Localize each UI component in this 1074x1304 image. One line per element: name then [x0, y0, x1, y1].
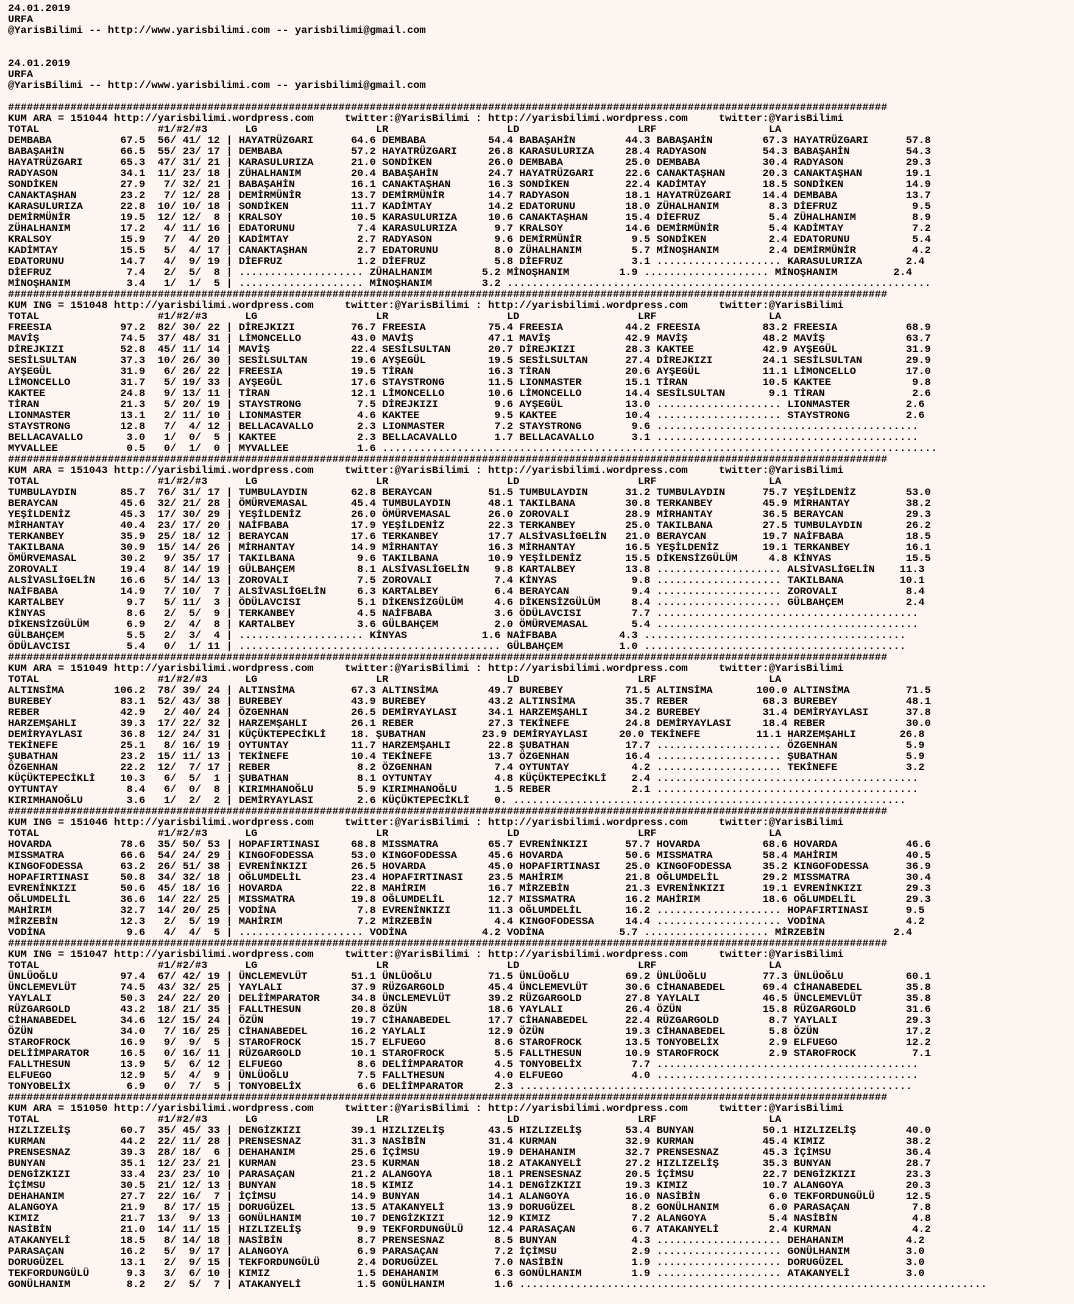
text-line: CANAKTAŞHAN 23.2 7/ 12/ 28 | DEMİRMÜNİR 13.7 DEMİRMÜNİR 14.7 RADYASON 18.1 HAYATRÜZGARI 14.4 DEMBABA 13.7 [8, 190, 931, 202]
text-line: REBER 42.9 2/ 40/ 24 | ÖZGENHAN 26.5 DEMİRYAYLASI 34.1 HARZEMŞAHLI 34.2 BUREBEY 31.4 DEMİRYAYLASI 37.8 [8, 707, 931, 719]
text-line: ATAKANYELİ 18.5 8/ 14/ 18 | NASİBİN 8.7 PRENSESNAZ 8.5 BUNYAN 4.3 .................... DEHAHANIM 4.2 [8, 1235, 925, 1247]
text-line: TEKFORDUNGÜLÜ 9.3 3/ 6/ 10 | KIMIZ 1.5 DEHAHANIM 6.3 GONÜLHANIM 1.9 .................... ATAKANYELİ 3.0 [8, 1268, 925, 1280]
text-line: ZÜHALHANIM 17.2 4/ 11/ 16 | EDATORUNU 7.4 KARASULURIZA 9.7 KRALSOY 14.6 DEMİRMÜNİR 5.4 KADİMTAY 7.2 [8, 223, 931, 235]
text-line: KARTALBEY 9.7 5/ 11/ 3 | ÖDÜLAVCISI 5.1 DİKENSİZGÜLÜM 4.6 DİKENSİZGÜLÜM 8.4 .................... GÜLBAHÇEM 2.4 [8, 597, 925, 609]
text-line: HIZLIZELİŞ 60.7 35/ 45/ 33 | DENGİZKIZI 39.1 HIZLIZELİŞ 43.5 HIZLIZELİŞ 53.4 BUNYAN 50.1 HIZLIZELİŞ 40.0 [8, 1125, 931, 1137]
text-line: ############################################################################################################################################# [8, 806, 888, 818]
text-line: KURMAN 44.2 22/ 11/ 28 | PRENSESNAZ 31.3 NASİBİN 31.4 KURMAN 32.9 KURMAN 45.4 KIMIZ 38.2 [8, 1136, 931, 1148]
text-line: BABAŞAHİN 66.5 55/ 23/ 17 | DEMBABA 57.2 HAYATRÜZGARI 26.8 KARASULURIZA 28.4 RADYASON 54.3 BABAŞAHİN 54.3 [8, 146, 931, 158]
text-line: ############################################################################################################################################# [8, 938, 888, 950]
text-line: EDATORUNU 14.7 4/ 9/ 19 | DİEFRUZ 1.2 DİEFRUZ 5.8 DİEFRUZ 3.1 .................... KARASULURIZA 2.4 [8, 256, 925, 268]
text-line: HAYATRÜZGARI 65.3 47/ 31/ 21 | KARASULURIZA 21.0 SONDİKEN 26.0 DEMBABA 25.0 DEMBABA 30.4 RADYASON 29.3 [8, 157, 931, 169]
text-line: ELFUEGO 12.9 5/ 4/ 9 | ÜNLÜOĞLU 7.5 FALLTHESUN 4.0 ELFUEGO 4.0 .......................................... [8, 1070, 919, 1082]
text-line: TONYOBELİX 6.9 0/ 7/ 5 | TONYOBELİX 6.6 DELİİMPARATOR 2.3 ............................................................... [8, 1081, 913, 1093]
text-line: DEHAHANIM 27.7 22/ 16/ 7 | İÇİMSU 14.9 BUNYAN 14.1 ALANGOYA 16.0 NASİBİN 6.0 TEKFORDUNGÜLÜ 12.5 [8, 1191, 931, 1203]
text-line: HOVARDA 78.6 35/ 50/ 53 | HOPAFIRTINASI 68.8 MISSMATRA 65.7 EVRENİNKIZI 57.7 HOVARDA 68.6 HOVARDA 46.6 [8, 839, 931, 851]
text-line: TOTAL #1/#2/#3 LG LR LD LRF LA [8, 124, 782, 136]
text-line: TİRAN 21.3 5/ 20/ 19 | STAYSTRONG 7.5 DİREJKIZI 9.6 AYŞEGÜL 13.0 .................... LIONMASTER 2.6 [8, 399, 925, 411]
text-line: DENGİZKIZI 33.4 23/ 23/ 10 | PARASAÇAN 21.2 ALANGOYA 18.1 PRENSESNAZ 20.5 İÇİMSU 22.7 DENGİZKIZI 23.3 [8, 1169, 931, 1181]
text-line: OYTUNTAY 8.4 6/ 0/ 8 | KIRIMHANOĞLU 5.9 KIRIMHANOĞLU 1.5 REBER 2.1 .......................................... [8, 784, 919, 796]
text-line: BUNYAN 35.1 12/ 23/ 21 | KURMAN 23.5 KURMAN 18.2 ATAKANYELİ 27.2 HIZLIZELİŞ 35.3 BUNYAN 28.7 [8, 1158, 931, 1170]
text-line: DİEFRUZ 7.4 2/ 5/ 8 | .................... ZÜHALHANIM 5.2 MİNOŞHANIM 1.9 .................... MİNOŞHANIM 2.4 [8, 267, 913, 279]
text-line: ÜNLÜOĞLU 97.4 67/ 42/ 19 | ÜNCLEMEVLÜT 51.1 ÜNLÜOĞLU 71.5 ÜNLÜOĞLU 69.2 ÜNLÜOĞLU 77.3 ÜNLÜOĞLU 60.1 [8, 971, 931, 983]
text-line: MAVİŞ 74.5 37/ 48/ 31 | LİMONCELLO 43.0 MAVİŞ 47.1 MAVİŞ 42.9 MAVİŞ 48.2 MAVİŞ 63.7 [8, 333, 931, 345]
text-line: TOTAL #1/#2/#3 LG LR LD LRF LA [8, 828, 782, 840]
text-line: SESİLSULTAN 37.3 10/ 26/ 30 | SESİLSULTAN 19.6 AYŞEGÜL 19.5 SESİLSULTAN 27.4 DİREJKIZI 24.1 SESİLSULTAN 29.9 [8, 355, 931, 367]
text-line: ############################################################################################################################################# [8, 1092, 888, 1104]
text-line: DORUGÜZEL 13.1 2/ 9/ 15 | TEKFORDUNGÜLÜ 2.4 DORUGÜZEL 7.0 NASİBİN 1.9 .................... DORUGÜZEL 3.0 [8, 1257, 925, 1269]
text-line: MİRHANTAY 40.4 23/ 17/ 20 | NAİFBABA 17.9 YEŞİLDENİZ 22.3 TERKANBEY 25.0 TAKILBANA 27.5 TUMBULAYDIN 26.2 [8, 520, 931, 532]
text-line: @YarisBilimi -- http://www.yarisbilimi.com -- yarisbilimi@gmail.com [8, 25, 426, 37]
text-line: KUM ARA = 151049 http://yarisbilimi.wordpress.com twitter:@YarisBilimi : http://yarisbilimi.wordpress.com twitter:@YarisBilimi [8, 663, 844, 675]
report-text [8, 4, 1072, 1291]
document-page [8, 4, 1072, 1302]
text-line: VODİNA 9.6 4/ 4/ 5 | .................... VODİNA 4.2 VODİNA 5.7 .................... MİRZEBİN 2.4 [8, 927, 913, 939]
text-line: ALANGOYA 21.9 8/ 17/ 15 | DORUGÜZEL 13.5 ATAKANYELİ 13.9 DORUGÜZEL 8.2 GONÜLHANIM 6.0 PARASAÇAN 7.8 [8, 1202, 931, 1214]
text-line: MİRZEBİN 12.3 2/ 5/ 19 | MAHİRIM 7.2 MİRZEBİN 4.4 KINGOFODESSA 14.4 .................... VODİNA 4.2 [8, 916, 925, 928]
text-line: KUM ING = 151047 http://yarisbilimi.wordpress.com twitter:@YarisBilimi : http://yarisbilimi.wordpress.com twitter:@YarisBilimi [8, 949, 844, 961]
text-line: ŞUBATHAN 23.2 15/ 11/ 13 | TEKİNEFE 10.4 TEKİNEFE 13.7 ÖZGENHAN 16.4 .................... ŞUBATHAN 5.9 [8, 751, 925, 763]
text-line: ############################################################################################################################################# [8, 652, 888, 664]
text-line: TOTAL #1/#2/#3 LG LR LD LRF LA [8, 674, 782, 686]
text-line: GÜLBAHÇEM 5.5 2/ 3/ 4 | .................... KİNYAS 1.6 NAİFBABA 4.3 .......................................... [8, 630, 906, 642]
text-line: TOTAL #1/#2/#3 LG LR LD LRF LA [8, 960, 782, 972]
text-line: STAYSTRONG 12.8 7/ 4/ 12 | BELLACAVALLO 2.3 LIONMASTER 7.2 STAYSTRONG 9.6 .......................................... [8, 421, 919, 433]
text-line: TOTAL #1/#2/#3 LG LR LD LRF LA [8, 1114, 782, 1126]
text-line: GONÜLHANIM 8.2 2/ 5/ 7 | ATAKANYELİ 1.5 GONÜLHANIM 1.6 ........................................................................... [8, 1279, 987, 1291]
text-line: DELİİMPARATOR 16.5 0/ 16/ 11 | RÜZGARGOLD 10.1 STAROFROCK 5.5 FALLTHESUN 10.9 STAROFROCK 2.9 STAROFROCK 7.1 [8, 1048, 931, 1060]
text-line: KUM ARA = 151044 http://yarisbilimi.wordpress.com twitter:@YarisBilimi : http://yarisbilimi.wordpress.com twitter:@YarisBilimi [8, 113, 844, 125]
text-line: @YarisBilimi -- http://www.yarisbilimi.com -- yarisbilimi@gmail.com [8, 80, 426, 92]
text-line: DİKENSİZGÜLÜM 6.9 2/ 4/ 8 | KARTALBEY 3.6 GÜLBAHÇEM 2.0 ÖMÜRVEMASAL 5.4 .......................................... [8, 619, 919, 631]
text-line: MYVALLEE 0.5 0/ 1/ 0 | MYVALLEE 1.6 ......................................................................................... [8, 443, 938, 455]
text-line: NASİBİN 21.0 14/ 11/ 15 | HIZLIZELİŞ 9.9 TEKFORDUNGÜLÜ 12.4 PARASAÇAN 6.7 ATAKANYELİ 2.4 KURMAN 4.2 [8, 1224, 931, 1236]
text-line: DİREJKIZI 52.8 45/ 11/ 14 | MAVİŞ 22.4 SESİLSULTAN 20.7 DİREJKIZI 28.3 KAKTEE 42.9 AYŞEGÜL 31.9 [8, 344, 931, 356]
text-line: ALSİVASLİGELİN 16.6 5/ 14/ 13 | ZOROVALI 7.5 ZOROVALI 7.4 KİNYAS 9.8 .................... TAKILBANA 10.1 [8, 575, 925, 587]
text-line: TEKİNEFE 25.1 8/ 16/ 19 | OYTUNTAY 11.7 HARZEMŞAHLI 22.8 ŞUBATHAN 17.7 .................... ÖZGENHAN 5.9 [8, 740, 925, 752]
text-line: TERKANBEY 35.9 25/ 18/ 12 | BERAYCAN 17.6 TERKANBEY 17.7 ALSİVASLİGELİN 21.0 BERAYCAN 19.7 NAİFBABA 18.5 [8, 531, 931, 543]
text-line: HARZEMŞAHLI 39.3 17/ 22/ 32 | HARZEMŞAHLI 26.1 REBER 27.3 TEKİNEFE 24.8 DEMİRYAYLASI 18.4 REBER 30.0 [8, 718, 931, 730]
text-line: BUREBEY 83.1 52/ 43/ 38 | BUREBEY 43.9 BUREBEY 43.2 ALTINSİMA 35.7 REBER 68.3 BUREBEY 48.1 [8, 696, 931, 708]
text-line: CİHANABEDEL 34.6 12/ 15/ 24 | ÖZÜN 19.7 CİHANABEDEL 17.7 CİHANABEDEL 22.4 RÜZGARGOLD 8.7 YAYLALI 29.3 [8, 1015, 931, 1027]
text-line: PARASAÇAN 16.2 5/ 9/ 17 | ALANGOYA 6.9 PARASAÇAN 7.2 İÇİMSU 2.9 .................... GONÜLHANIM 3.0 [8, 1246, 925, 1258]
text-line: BERAYCAN 45.6 32/ 21/ 28 | ÖMÜRVEMASAL 45.4 TUMBULAYDIN 48.1 TAKILBANA 30.8 TERKANBEY 45.9 MİRHANTAY 38.2 [8, 498, 931, 510]
text-line: ÜNCLEMEVLÜT 74.5 43/ 32/ 25 | YAYLALI 37.9 RÜZGARGOLD 45.4 ÜNCLEMEVLÜT 30.6 CİHANABEDEL 69.4 CİHANABEDEL 35.8 [8, 982, 931, 994]
text-line: TOTAL #1/#2/#3 LG LR LD LRF LA [8, 311, 782, 323]
text-line: EVRENİNKIZI 50.6 45/ 18/ 16 | HOVARDA 22.8 MAHİRIM 16.7 MİRZEBİN 21.3 EVRENİNKIZI 19.1 EVRENİNKIZI 29.3 [8, 883, 931, 895]
text-line: KAKTEE 24.8 9/ 13/ 11 | TİRAN 12.1 LİMONCELLO 10.6 LİMONCELLO 14.4 SESİLSULTAN 9.1 TİRAN 2.6 [8, 388, 931, 400]
text-line: AYŞEGÜL 31.9 6/ 26/ 22 | FREESIA 19.5 TİRAN 16.3 TİRAN 20.6 AYŞEGÜL 11.1 LİMONCELLO 17.0 [8, 366, 931, 378]
text-line: KARASULURIZA 22.8 10/ 10/ 18 | SONDİKEN 11.7 KADİMTAY 14.2 EDATORUNU 18.0 ZÜHALHANIM 8.3 DİEFRUZ 9.5 [8, 201, 931, 213]
text-line: KUM ARA = 151043 http://yarisbilimi.wordpress.com twitter:@YarisBilimi : http://yarisbilimi.wordpress.com twitter:@YarisBilimi [8, 465, 844, 477]
text-line: DEMBABA 67.5 56/ 41/ 12 | HAYATRÜZGARI 64.6 DEMBABA 54.4 BABAŞAHİN 44.3 BABAŞAHİN 67.3 HAYATRÜZGARI 57.8 [8, 135, 931, 147]
text-line: NAİFBABA 14.9 7/ 10/ 7 | ALSİVASLİGELİN 6.3 KARTALBEY 6.4 BERAYCAN 9.4 .................... ZOROVALI 8.4 [8, 586, 925, 598]
text-line: KİNYAS 8.6 2/ 5/ 9 | TERKANBEY 4.5 NAİFBABA 3.6 ÖDÜLAVCISI 7.7 .......................................... [8, 608, 919, 620]
text-line: ÖZÜN 34.0 7/ 16/ 25 | CİHANABEDEL 16.2 YAYLALI 12.9 ÖZÜN 19.3 CİHANABEDEL 5.8 ÖZÜN 17.2 [8, 1026, 931, 1038]
text-line: LİMONCELLO 31.7 5/ 19/ 33 | AYŞEGÜL 17.6 STAYSTRONG 11.5 LIONMASTER 15.1 TİRAN 10.5 KAKTEE 9.8 [8, 377, 931, 389]
text-line: KIMIZ 21.7 13/ 9/ 13 | GONÜLHANIM 10.7 DENGİZKIZI 12.9 KIMIZ 7.2 ALANGOYA 5.4 NASİBİN 4.8 [8, 1213, 931, 1225]
text-line: YAYLALI 50.3 24/ 22/ 20 | DELİİMPARATOR 34.8 ÜNCLEMEVLÜT 39.2 RÜZGARGOLD 27.8 YAYLALI 46.5 ÜNCLEMEVLÜT 35.8 [8, 993, 931, 1005]
text-line: BELLACAVALLO 3.0 1/ 0/ 5 | KAKTEE 2.3 BELLACAVALLO 1.7 BELLACAVALLO 3.1 .......................................... [8, 432, 919, 444]
text-line: MISSMATRA 66.6 54/ 24/ 29 | KINGOFODESSA 53.0 KINGOFODESSA 45.6 HOVARDA 50.6 MISSMATRA 58.4 MAHİRIM 40.5 [8, 850, 931, 862]
text-line: PRENSESNAZ 39.3 28/ 18/ 6 | DEHAHANIM 25.6 İÇİMSU 19.9 DEHAHANIM 32.7 PRENSESNAZ 45.3 İÇİMSU 36.4 [8, 1147, 931, 1159]
text-line: STAROFROCK 16.9 9/ 9/ 5 | STAROFROCK 15.7 ELFUEGO 8.6 STAROFROCK 13.5 TONYOBELİX 2.9 ELFUEGO 12.2 [8, 1037, 931, 1049]
text-line: TOTAL #1/#2/#3 LG LR LD LRF LA [8, 476, 782, 488]
text-line: ÖMÜRVEMASAL 30.2 9/ 35/ 17 | TAKILBANA 9.6 TAKILBANA 10.9 YEŞİLDENİZ 15.5 DİKENSİZGÜLÜM 4.8 KİNYAS 15.5 [8, 553, 931, 565]
text-line: HOPAFIRTINASI 50.8 34/ 32/ 18 | OĞLUMDELİL 23.4 HOPAFIRTINASI 23.5 MAHİRIM 21.8 OĞLUMDELİL 29.2 MISSMATRA 30.4 [8, 872, 931, 884]
text-line: MİNOŞHANIM 3.4 1/ 1/ 5 | .................... MİNOŞHANIM 3.2 .................................................................... [8, 278, 931, 290]
text-line: KUM ARA = 151050 http://yarisbilimi.wordpress.com twitter:@YarisBilimi : http://yarisbilimi.wordpress.com twitter:@YarisBilimi [8, 1103, 844, 1115]
text-line: KADİMTAY 15.5 5/ 4/ 17 | CANAKTAŞHAN 2.7 EDATORUNU 8.0 ZÜHALHANIM 5.7 MİNOŞHANIM 2.4 DEMİRMÜNİR 4.2 [8, 245, 931, 257]
text-line: FALLTHESUN 13.9 5/ 6/ 12 | ELFUEGO 8.6 DELİİMPARATOR 4.5 TONYOBELİX 7.7 .......................................... [8, 1059, 919, 1071]
text-line: ÖDÜLAVCISI 5.4 0/ 1/ 11 | .......................................... GÜLBAHÇEM 1.0 .......................................... [8, 641, 906, 653]
text-line: 24.01.2019 [8, 58, 71, 70]
text-line: ############################################################################################################################################# [8, 454, 888, 466]
text-line: ############################################################################################################################################# [8, 289, 888, 301]
text-line: 24.01.2019 [8, 4, 71, 15]
text-line: TAKILBANA 30.9 15/ 14/ 26 | MİRHANTAY 14.9 MİRHANTAY 16.3 MİRHANTAY 16.5 YEŞİLDENİZ 19.1 TERKANBEY 16.1 [8, 542, 931, 554]
text-line: YEŞİLDENİZ 45.3 17/ 30/ 29 | YEŞİLDENİZ 26.0 ÖMÜRVEMASAL 26.0 ZOROVALI 28.9 MİRHANTAY 36.5 BERAYCAN 29.3 [8, 509, 931, 521]
text-line: KRALSOY 15.9 7/ 4/ 20 | KADİMTAY 2.7 RADYASON 9.6 DEMİRMÜNİR 9.5 SONDİKEN 2.4 EDATORUNU 5.4 [8, 234, 931, 246]
text-line: İÇİMSU 30.5 21/ 12/ 13 | BUNYAN 18.5 KIMIZ 14.1 DENGİZKIZI 19.3 KIMIZ 10.7 ALANGOYA 20.3 [8, 1180, 931, 1192]
text-line: KUM ING = 151046 http://yarisbilimi.wordpress.com twitter:@YarisBilimi : http://yarisbilimi.wordpress.com twitter:@YarisBilimi [8, 817, 844, 829]
text-line: SONDİKEN 27.9 7/ 32/ 21 | BABAŞAHİN 16.1 CANAKTAŞHAN 16.3 SONDİKEN 22.4 KADİMTAY 18.5 SONDİKEN 14.9 [8, 179, 931, 191]
text-line: LIONMASTER 13.1 2/ 11/ 10 | LIONMASTER 4.6 KAKTEE 9.5 KAKTEE 10.4 .................... STAYSTRONG 2.6 [8, 410, 925, 422]
text-line: KÜÇÜKTEPECİKLİ 10.3 6/ 5/ 1 | ŞUBATHAN 8.1 OYTUNTAY 4.8 KÜÇÜKTEPECİKLİ 2.4 .......................................... [8, 773, 919, 785]
text-line: ############################################################################################################################################# [8, 102, 888, 114]
text-line [8, 37, 1072, 48]
text-line: ÖZGENHAN 22.2 12/ 7/ 17 | REBER 8.2 ÖZGENHAN 7.4 OYTUNTAY 4.2 .................... TEKİNEFE 3.2 [8, 762, 925, 774]
text-line [8, 48, 1072, 59]
text-line: KIRIMHANOĞLU 3.6 1/ 2/ 2 | DEMİRYAYLASI 2.6 KÜÇÜKTEPECİKLİ 0. ............................................................... [8, 795, 906, 807]
text-line: KUM ING = 151048 http://yarisbilimi.wordpress.com twitter:@YarisBilimi : http://yarisbilimi.wordpress.com twitter:@YarisBilimi [8, 300, 844, 312]
text-line: DEMİRMÜNİR 19.5 12/ 12/ 8 | KRALSOY 10.5 KARASULURIZA 10.6 CANAKTAŞHAN 15.4 DİEFRUZ 5.4 ZÜHALHANIM 8.9 [8, 212, 931, 224]
text-line: KINGOFODESSA 63.2 26/ 51/ 38 | EVRENİNKIZI 26.5 HOVARDA 45.0 HOPAFIRTINASI 25.0 KINGOFODESSA 35.2 KINGOFODESSA 36.9 [8, 861, 931, 873]
text-line: TUMBULAYDIN 85.7 76/ 31/ 17 | TUMBULAYDIN 62.8 BERAYCAN 51.5 TUMBULAYDIN 31.2 TUMBULAYDIN 75.7 YEŞİLDENİZ 53.0 [8, 487, 931, 499]
text-line: ALTINSİMA 106.2 78/ 39/ 24 | ALTINSİMA 67.3 ALTINSİMA 49.7 BUREBEY 71.5 ALTINSİMA 100.0 ALTINSİMA 71.5 [8, 685, 931, 697]
text-line: URFA [8, 69, 33, 81]
text-line: MAHİRIM 32.7 14/ 20/ 25 | VODİNA 7.8 EVRENİNKIZI 11.3 OĞLUMDELİL 16.2 .................... HOPAFIRTINASI 9.5 [8, 905, 925, 917]
text-line: FREESIA 97.2 82/ 30/ 22 | DİREJKIZI 76.7 FREESIA 75.4 FREESIA 44.2 FREESIA 83.2 FREESIA 68.9 [8, 322, 931, 334]
text-line: RÜZGARGOLD 43.2 18/ 21/ 35 | FALLTHESUN 20.8 ÖZÜN 18.6 YAYLALI 26.4 ÖZÜN 15.8 RÜZGARGOLD 31.6 [8, 1004, 931, 1016]
text-line: RADYASON 34.1 11/ 23/ 18 | ZÜHALHANIM 20.4 BABAŞAHİN 24.7 HAYATRÜZGARI 22.6 CANAKTAŞHAN 20.3 CANAKTAŞHAN 19.1 [8, 168, 931, 180]
text-line: ZOROVALI 19.4 8/ 14/ 19 | GÜLBAHÇEM 8.1 ALSİVASLİGELİN 9.8 KARTALBEY 13.8 .................... ALSİVASLİGELİN 11.3 [8, 564, 925, 576]
text-line: OĞLUMDELİL 36.6 14/ 22/ 25 | MISSMATRA 19.8 OĞLUMDELİL 12.7 MISSMATRA 16.2 MAHİRIM 18.6 OĞLUMDELİL 29.3 [8, 894, 931, 906]
text-line: URFA [8, 14, 33, 26]
text-line: DEMİRYAYLASI 36.8 12/ 24/ 31 | KÜÇÜKTEPECİKLİ 18. ŞUBATHAN 23.9 DEMİRYAYLASI 20.0 TEKİNEFE 11.1 HARZEMŞAHLI 26.8 [8, 729, 925, 741]
